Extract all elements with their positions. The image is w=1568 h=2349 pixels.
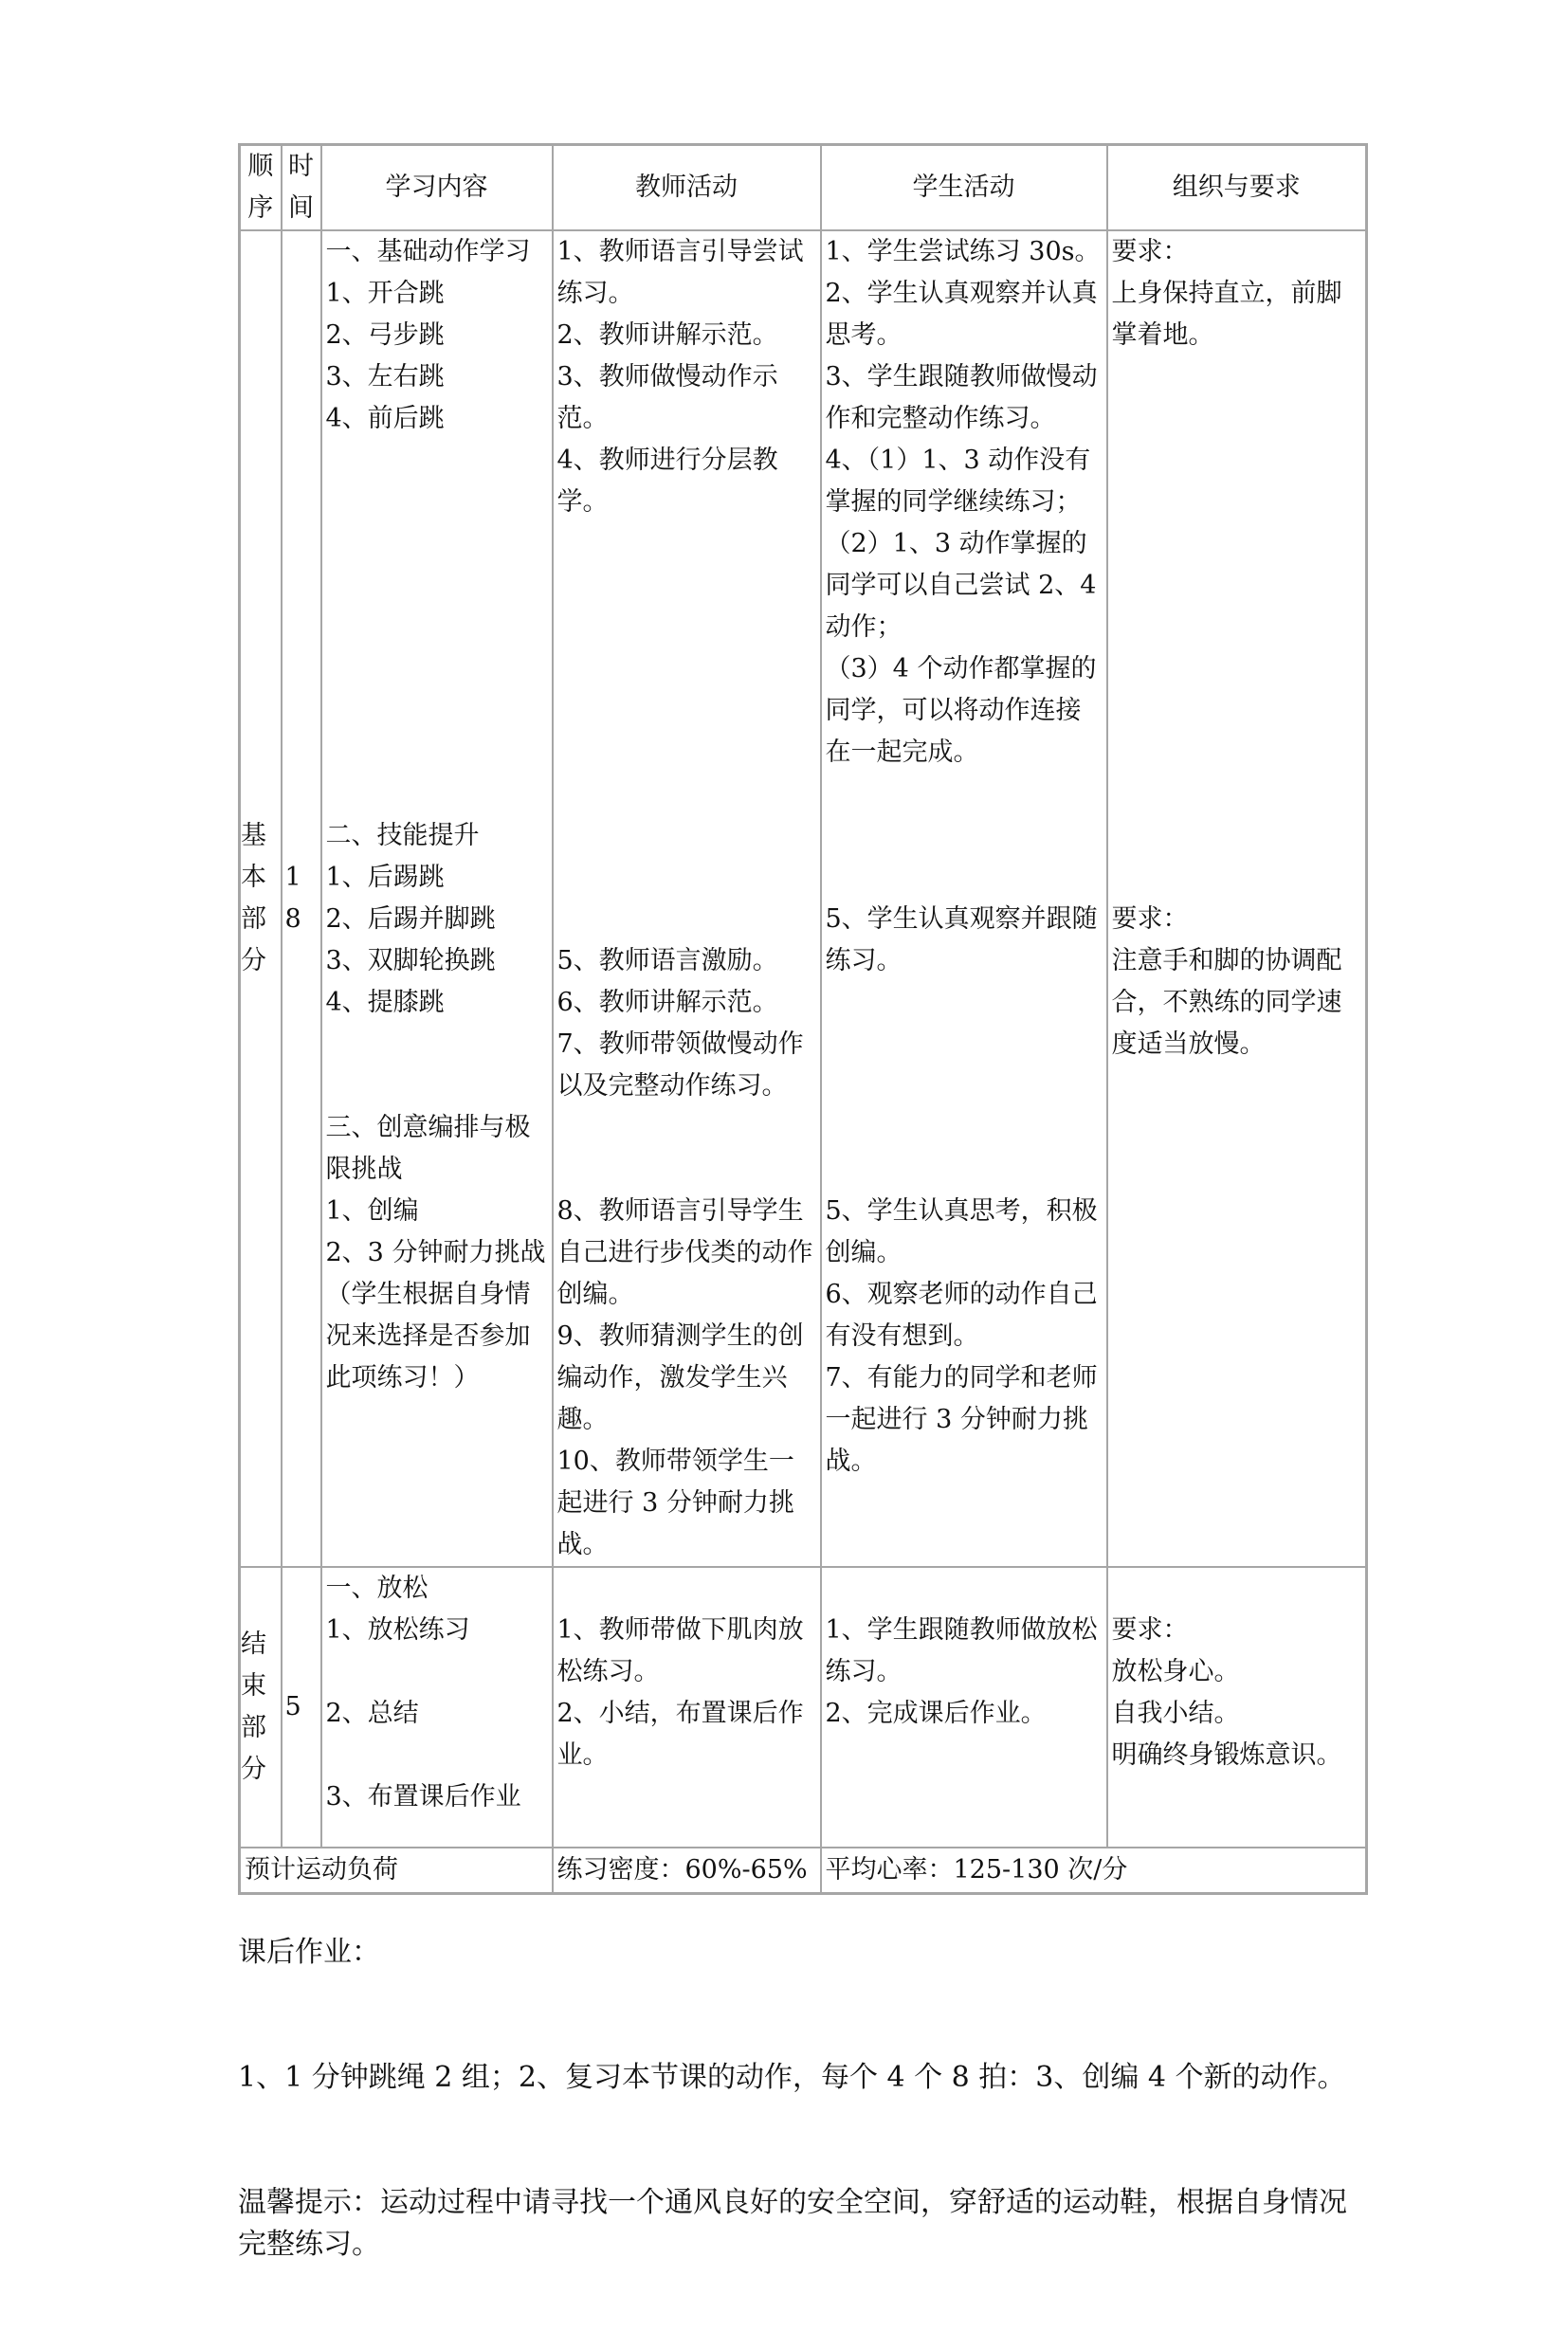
learning-content: 一、放松 1、放松练习 2、总结 3、布置课后作业 xyxy=(321,1567,553,1848)
header-teacher: 教师活动 xyxy=(553,145,821,231)
organization-requirements: 要求： 放松身心。 自我小结。 明确终身锻炼意识。 xyxy=(1107,1567,1367,1848)
homework-title: 课后作业： xyxy=(238,1936,380,1969)
header-time: 时 间 xyxy=(282,145,321,231)
homework-tip: 温馨提示：运动过程中请寻找一个通风良好的安全空间，穿舒适的运动鞋，根据自身情况完整练习。 xyxy=(238,2186,1347,2261)
homework-items: 1、1 分钟跳绳 2 组；2、复习本节课的动作，每个 4 个 8 拍：3、创编 4 个新的动作。 xyxy=(238,2061,1346,2094)
homework-section xyxy=(238,1848,1366,2349)
student-activity: 1、学生尝试练习 30s。 2、学生认真观察并认真思考。 3、学生跟随教师做慢动作和完整动作练习。 4、（1）1、3 动作没有掌握的同学继续练习； （2）1、3 动作掌握的同学可以自己尝试 2、4 动作； （3）4 个动作都掌握的同学，可以将动作连接在一起完成。 5、学生认真观察并跟随练习。 5、学生认真思考，积极创编。 6、观察老师的动作自己有没有想到。 7、有能力的同学和老师一起进行 3 分钟耐力挑战。 xyxy=(821,230,1107,1567)
section-basic: 基 本 部 分 xyxy=(240,230,282,1567)
exercise-density: 练习密度：60%-65% xyxy=(553,1848,821,1893)
section-time: 18 xyxy=(282,230,321,1567)
header-organization: 组织与要求 xyxy=(1107,145,1367,231)
organization-requirements: 要求： 上身保持直立，前脚掌着地。 要求： 注意手和脚的协调配合，不熟练的同学速度适当放慢。 xyxy=(1107,230,1367,1567)
teacher-activity: 1、教师带做下肌肉放松练习。 2、小结，布置课后作业。 xyxy=(553,1567,821,1848)
table-row xyxy=(240,1567,1367,1848)
header-student: 学生活动 xyxy=(821,145,1107,231)
learning-content: 一、基础动作学习 1、开合跳 2、弓步跳 3、左右跳 4、前后跳 二、技能提升 1、后踢跳 2、后踢并脚跳 3、双脚轮换跳 4、提膝跳 三、创意编排与极限挑战 1、创编 2、3 分钟耐力挑战（学生根据自身情况来选择是否参加此项练习！） xyxy=(321,230,553,1567)
average-heart-rate: 平均心率：125-130 次/分 xyxy=(821,1848,1367,1893)
exercise-load-label: 预计运动负荷 xyxy=(240,1848,553,1893)
teacher-activity: 1、教师语言引导尝试练习。 2、教师讲解示范。 3、教师做慢动作示范。 4、教师进行分层教学。 5、教师语言激励。 6、教师讲解示范。 7、教师带领做慢动作以及完整动作练习。 8、教师语言引导学生自己进行步伐类的动作创编。 9、教师猜测学生的创编动作，激发学生兴趣。 10、教师带领学生一起进行 3 分钟耐力挑战。 xyxy=(553,230,821,1567)
section-time: 5 xyxy=(282,1567,321,1848)
table-row xyxy=(240,230,1367,1567)
header-content: 学习内容 xyxy=(321,145,553,231)
section-ending: 结 束 部 分 xyxy=(240,1567,282,1848)
lesson-plan-table xyxy=(238,143,1368,1895)
student-activity: 1、学生跟随教师做放松练习。 2、完成课后作业。 xyxy=(821,1567,1107,1848)
table-header-row xyxy=(240,145,1367,231)
header-order: 顺 序 xyxy=(240,145,282,231)
